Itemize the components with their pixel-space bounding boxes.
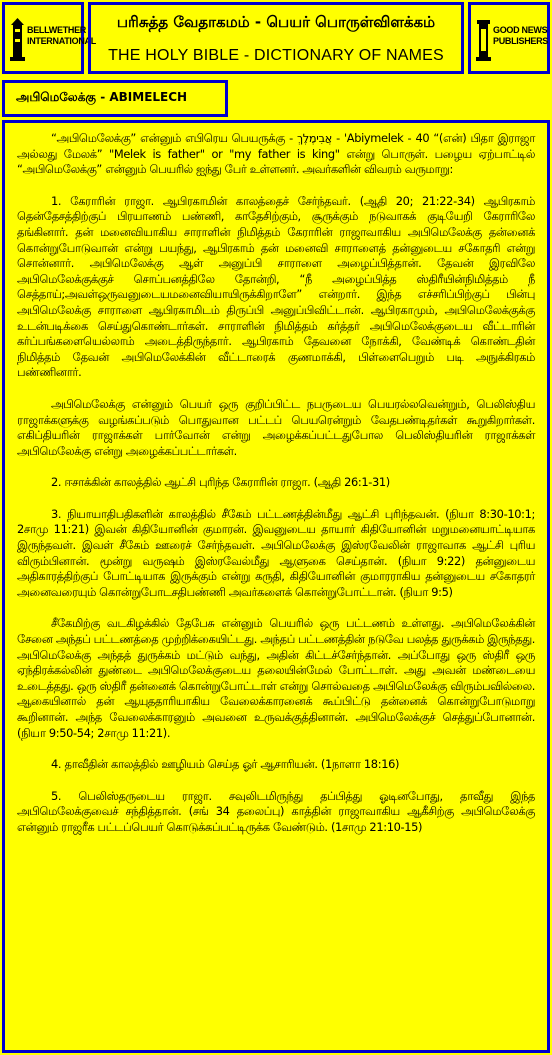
bellwether-logo [2, 2, 96, 74]
bellwether-logo-text: BELLWETHER INTERNATIONAL [27, 25, 96, 46]
entry-paragraph: அபிமெலேக்கு என்னும் பெயர் ஒரு குறிப்பிட்ட நபருடைய பெயரல்லவென்றும், பெலிஸ்திய ராஜாக்களுக்கு வழங்கப்படும் பொதுவான பட்டப் பெயரென்றும் வேதபண்டிதர்கள் கூறுகிறார்கள். எகிப்தியரின் ராஜாக்கள் பார்வோன் என்று அழைக்கப்பட்டதுபோல பெலிஸ்தியரின் ராஜாக்கள் அபிமெலேக்கு என்று அழைக்கப்பட்டார்கள். [17, 396, 535, 458]
entry-paragraph: 4. தாவீதின் காலத்தில் ஊழியம் செய்த ஓர் ஆசாரியன். (1நாளா 18:16) [51, 757, 400, 772]
entry-paragraph: 5. பெலிஸ்தருடைய ராஜா. சவுலிடமிருந்து தப்பித்து ஓடினபோது, தாவீது இந்த அபிமெலேக்குவைச் சந்தித்தான். (சங் 34 தலைப்பு) காத்தின் ராஜாவாகிய ஆகீசிற்கு அபிமெலேக்கு என்னும் ராஜரீக பட்டப்பெயர் கொடுக்கப்பட்டிருக்க வேண்டும். (1சாமு 21:10-15) [17, 788, 535, 834]
good-news-logo-text: GOOD NEWS PUBLISHERS [493, 25, 549, 46]
page-title-tamil: பரிசுத்த வேதாகமம் - பெயர் பொருள்விளக்கம் [116, 13, 436, 31]
title-box [88, 2, 464, 74]
entry-paragraph: 3. நியாயாதிபதிகளின் காலத்தில் சீகேம் பட்டணத்தின்மீது ஆட்சி புரிந்தவன். (நியா 8:30-10:1; 2சாமு 11:21) இவன் கிதியோனின் குமாரன். இவனுடைய தாயார் கிதியோனின் மறுமனையாட்டியாக இருந்தவள். இவள் சீகேம் ஊரைச் சேர்ந்தவள். அபிமெலேக்கு இஸ்ரவேலின் ராஜாவாக ஆட்சி புரிய விரும்பினான். மூன்று வருஷம் இஸ்ரவேல்மீது ஆளுகை செய்தான். (நியா 9:22) தன்னுடைய அதிகாரத்திற்குப் போட்டியாக இருக்கும் என்று கருதி, கிதியோனின் குமாரராகிய தன்னுடைய சகோதரர் அனைவரையும் கொன்றுபோடசதிபண்ணி அவர்களைக் கொன்றுபோட்டான். (நியா 9:5) [17, 506, 535, 599]
entry-paragraph: 1. கேராரின் ராஜா. ஆபிரகாமின் காலத்தைச் சேர்ந்தவர். (ஆதி 20; 21:22-34) ஆபிரகாம் தென்தேசத்திற்குப் பிரயாணம் பண்ணி, காதேசிற்கும், சூருக்கும் நடுவாகக் குடியேறி கேராரிலே தங்கினார். தன் மனைவியாகிய சாராளின் நிமித்தம் கேராரின் ராஜாவாகிய அபிமெலேக்கு தன்னைக் கொன்றுபோடுவான் என்று பயந்து, ஆபிரகாம் தன் மனைவி சாராளைத் தன்னுடைய சகோதரி என்று சொன்னார். அபிமெலேக்கு ஆள் அனுப்பி சாராளை அழைப்பித்தான். தேவன் இரவிலே அபிமெலேக்குக்குச் சொப்பனத்திலே தோன்றி, “நீ அழைப்பித்த ஸ்திரீயின்நிமித்தம் நீ செத்தாய்;அவள்ஒருவனுடையமனைவியாயிருக்கிறாளே” என்றார். இந்த எச்சரிப்பிற்குப் பின்பு அபிமெலேக்கு சாராளை ஆபிரகாமிடம் திருப்பி அனுப்பிவிட்டான். ஆபிரகாமும், அபிமெலேக்குக்கு உடன்படிக்கை செய்துகொண்டார்கள். சாராளின் நிமித்தம் கர்த்தர் அபிமெலேக்குடைய வீட்டாரின் கர்ப்பங்களையெல்லாம் அடைத்திருந்தார். ஆபிரகாம் தேவனை நோக்கி, வேண்டிக் கொண்டதின் நிமித்தம் தேவன் அபிமெலேக்கின் வீட்டாரைக் குணமாக்கி, பிள்ளைபெறும் படி அநுக்கிரகம் பண்ணினார். [17, 193, 535, 380]
entry-content [2, 120, 550, 1053]
page-title-english: THE HOLY BIBLE - DICTIONARY OF NAMES [108, 47, 444, 64]
page-header [0, 0, 552, 78]
entry-paragraph: 2. ஈசாக்கின் காலத்தில் ஆட்சி புரிந்த கேராரின் ராஜா. (ஆதி 26:1-31) [51, 475, 390, 490]
entry-paragraph: சீகேமிற்கு வடகிழக்கில் தேபேசு என்னும் பெயரில் ஒரு பட்டணம் உள்ளது. அபிமெலேக்கின் சேனை அந்தப் பட்டணத்தை முற்றிக்கையிட்டது. அந்தப் பட்டணத்தின் நடுவே பலத்த துருக்கம் இருந்தது. அபிமெலேக்கு அந்தத் துருக்கம் மட்டும் வந்து, அதின் கிட்டச்சேர்ந்தான். அப்போது ஒரு ஸ்திரீ ஒரு ஏந்திரக்கல்லின் துண்டை அபிமெலேக்குடைய தலையின்மேல் போட்டாள். அது அவன் மண்டையை உடைத்தது. ஒரு ஸ்திரீ தன்னைக் கொன்றுபோட்டாள் என்று சொல்வதை அபிமெலேக்கு விரும்பவில்லை. ஆகையினால் தன் ஆயுததாரியாகிய வேலைக்காரனைக் கூப்பிட்டு தன்னைக் கொன்றுபோடுமாறு கூறினான். அந்த வேலைக்காரனும் அவனை உருவக்குத்தினான். அபிமெலேக்குச் செத்துப்போனான். (நியா 9:50-54; 2சாமு 11:21). [17, 616, 535, 740]
good-news-logo [468, 2, 550, 74]
entry-name: அபிமெலேக்கு - ABIMELECH [2, 80, 228, 117]
entry-paragraph: “அபிமெலேக்கு” என்னும் எபிரெய பெயருக்கு - אֲבִימֶלֶךְ - 'Abiymelek - 40 “(என்) பிதா இராஜா அல்லது மேலக்” "Melek is father" or "my father is king" என்று பொருள். பழைய ஏற்பாட்டில் “அபிமெலேக்கு” என்னும் பெயரில் ஐந்து பேர் உள்ளனர். அவர்களின் விவரம் வருமாறு: [17, 131, 535, 177]
